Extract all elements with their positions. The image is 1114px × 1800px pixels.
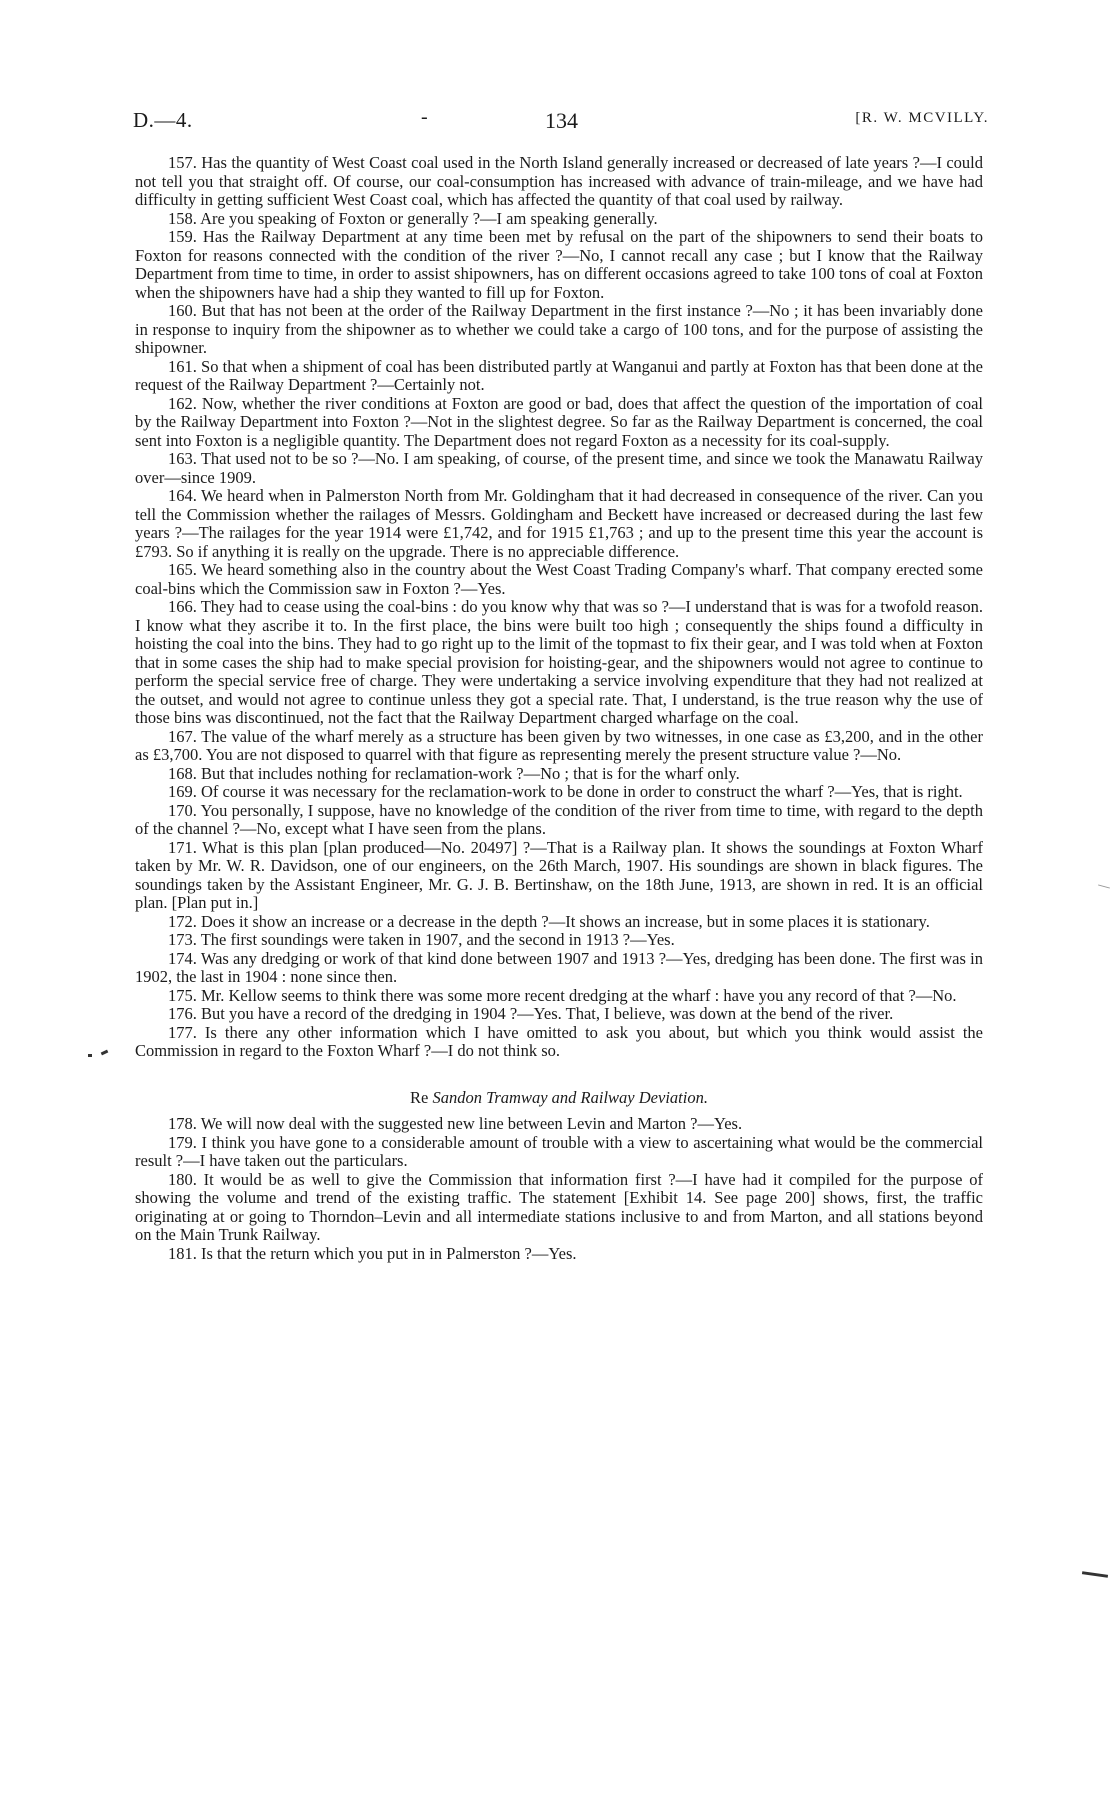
question-paragraph: 171. What is this plan [plan produced—No. 20497] ?—That is a Railway plan. It shows the soundings at Foxton Wharf taken by Mr. W. R. Davidson, one of our engineers, on the 26th March, 1907. His soundings are shown in black figures. The soundings taken by the Assistant Engineer, Mr. G. J. B. Bertinshaw, on the 18th June, 1913, are shown in red. It is an official plan. [Plan put in.]	[135, 837, 983, 912]
question-paragraph: 159. Has the Railway Department at any time been met by refusal on the part of the shipowners to send their boats to Foxton for reasons connected with the condition of the river ?—No, I cannot recall any case ; but I know that the Railway Department from time to time, in order to assist shipowners, has on different occasions agreed to take 100 tons of coal at Foxton when the shipowners have had a ship they wanted to fill up for Foxton.	[135, 227, 983, 302]
page-number: 134	[545, 108, 578, 133]
scan-speck	[88, 1054, 92, 1057]
question-paragraph: 164. We heard when in Palmerston North from Mr. Goldingham that it had decreased in consequence of the river. Can you tell the Commission whether the railages of Messrs. Goldingham and Beckett have increased or decreased during the last few years ?—The railages for the year 1914 were £1,742, and for 1915 £1,763 ; and up to the present time this year the account is £793. So if anything it is really on the upgrade. There is no appreciable difference.	[135, 486, 983, 561]
page-header	[133, 108, 989, 138]
header-dash: -	[421, 106, 428, 128]
question-paragraph: 170. You personally, I suppose, have no knowledge of the condition of the river from time to time, with regard to the depth of the channel ?—No, except what I have seen from the plans.	[135, 800, 983, 838]
question-paragraph: 172. Does it show an increase or a decrease in the depth ?—It shows an increase, but in some places it is stationary.	[168, 911, 930, 931]
question-paragraph: 167. The value of the wharf merely as a structure has been given by two witnesses, in one case as £3,200, and in the other as £3,700. You are not disposed to quarrel with that figure as representing merely the present structure value ?—No.	[135, 726, 983, 764]
question-paragraph: 166. They had to cease using the coal-bins : do you know why that was so ?—I understand that is was for a twofold reason. I know what they ascribe it to. In the first place, the bins were built too high ; consequently the ships found a difficulty in hoisting the coal into the bins. They had to go right up to the limit of the topmast to fix their gear, and I was told when at Foxton that in some cases the ship had to make special provision for hoisting-gear, and the shipowners would not agree to continue to perform the special service free of charge. They were undertaking a service involving expenditure that they had not realized at the outset, and would not agree to continue unless they got a special rate. That, I understand, is the true reason why the use of those bins was discontinued, not the fact that the Railway Department charged wharfage on the coal.	[135, 597, 983, 727]
question-paragraph: 163. That used not to be so ?—No. I am speaking, of course, of the present time, and since we took the Manawatu Railway over—since 1909.	[135, 449, 983, 487]
question-paragraph: 157. Has the quantity of West Coast coal used in the North Island generally increased or decreased of late years ?—I could not tell you that straight off. Of course, our coal-consumption has increased with advance of train-mileage, and we have had difficulty in getting sufficient West Coast coal, which has affected the quantity of that coal used by railway.	[135, 153, 983, 209]
question-paragraph: 174. Was any dredging or work of that kind done between 1907 and 1913 ?—Yes, dredging has been done. The first was in 1902, the last in 1904 : none since then.	[135, 948, 983, 986]
question-paragraph: 168. But that includes nothing for reclamation-work ?—No ; that is for the wharf only.	[168, 763, 740, 783]
question-paragraph: 175. Mr. Kellow seems to think there was some more recent dredging at the wharf : have you any record of that ?—No.	[168, 985, 957, 1005]
question-paragraph: 179. I think you have gone to a considerable amount of trouble with a view to ascertaining what would be the commercial result ?—I have taken out the particulars.	[135, 1132, 983, 1170]
question-paragraph: 181. Is that the return which you put in in Palmerston ?—Yes.	[168, 1243, 577, 1263]
question-paragraph: 158. Are you speaking of Foxton or generally ?—I am speaking generally.	[168, 208, 658, 228]
question-paragraph: 176. But you have a record of the dredging in 1904 ?—Yes. That, I believe, was down at the bend of the river.	[168, 1004, 894, 1023]
section-heading-prefix: Re	[410, 1087, 429, 1107]
question-paragraph: 173. The first soundings were taken in 1907, and the second in 1913 ?—Yes.	[168, 930, 675, 949]
paragraphs-before	[135, 154, 983, 1061]
document-body	[135, 154, 983, 1263]
question-paragraph: 178. We will now deal with the suggested new line between Levin and Marton ?—Yes.	[168, 1114, 743, 1133]
question-paragraph: 177. Is there any other information which I have omitted to ask you about, but which you think would assist the Commission in regard to the Foxton Wharf ?—I do not think so.	[135, 1022, 983, 1060]
scan-speck	[101, 1050, 109, 1056]
scan-edge-mark	[1098, 884, 1110, 888]
question-paragraph: 160. But that has not been at the order of the Railway Department in the first instance ?—No ; it has been invariably done in response to inquiry from the shipowner as to whether we could take a cargo of 100 tons, and for the purpose of assisting the shipowner.	[135, 301, 983, 357]
document-reference: D.—4.	[133, 108, 193, 132]
witness-name: [R. W. MCVILLY.	[855, 110, 989, 126]
scan-edge-mark	[1082, 1571, 1108, 1578]
question-paragraph: 165. We heard something also in the country about the West Coast Trading Company's wharf. That company erected some coal-bins which the Commission saw in Foxton ?—Yes.	[135, 560, 983, 598]
section-heading-title: Sandon Tramway and Railway Deviation.	[432, 1087, 708, 1107]
question-paragraph: 169. Of course it was necessary for the reclamation-work to be done in order to construct the wharf ?—Yes, that is right.	[168, 782, 963, 801]
paragraphs-after	[135, 1115, 983, 1263]
question-paragraph: 161. So that when a shipment of coal has been distributed partly at Wanganui and partly at Foxton has that been done at the request of the Railway Department ?—Certainly not.	[135, 356, 983, 394]
section-heading	[135, 1089, 983, 1108]
question-paragraph: 180. It would be as well to give the Commission that information first ?—I have had it compiled for the purpose of showing the volume and trend of the existing traffic. The statement [Exhibit 14. See page 200] shows, first, the traffic originating at or going to Thorndon–Levin and all intermediate stations inclusive to and from Marton, and all stations beyond on the Main Trunk Railway.	[135, 1169, 983, 1244]
question-paragraph: 162. Now, whether the river conditions at Foxton are good or bad, does that affect the question of the importation of coal by the Railway Department into Foxton ?—Not in the slightest degree. So far as the Railway Department is concerned, the coal sent into Foxton is a negligible quantity. The Department does not regard Foxton as a necessity for its coal-supply.	[135, 393, 983, 450]
